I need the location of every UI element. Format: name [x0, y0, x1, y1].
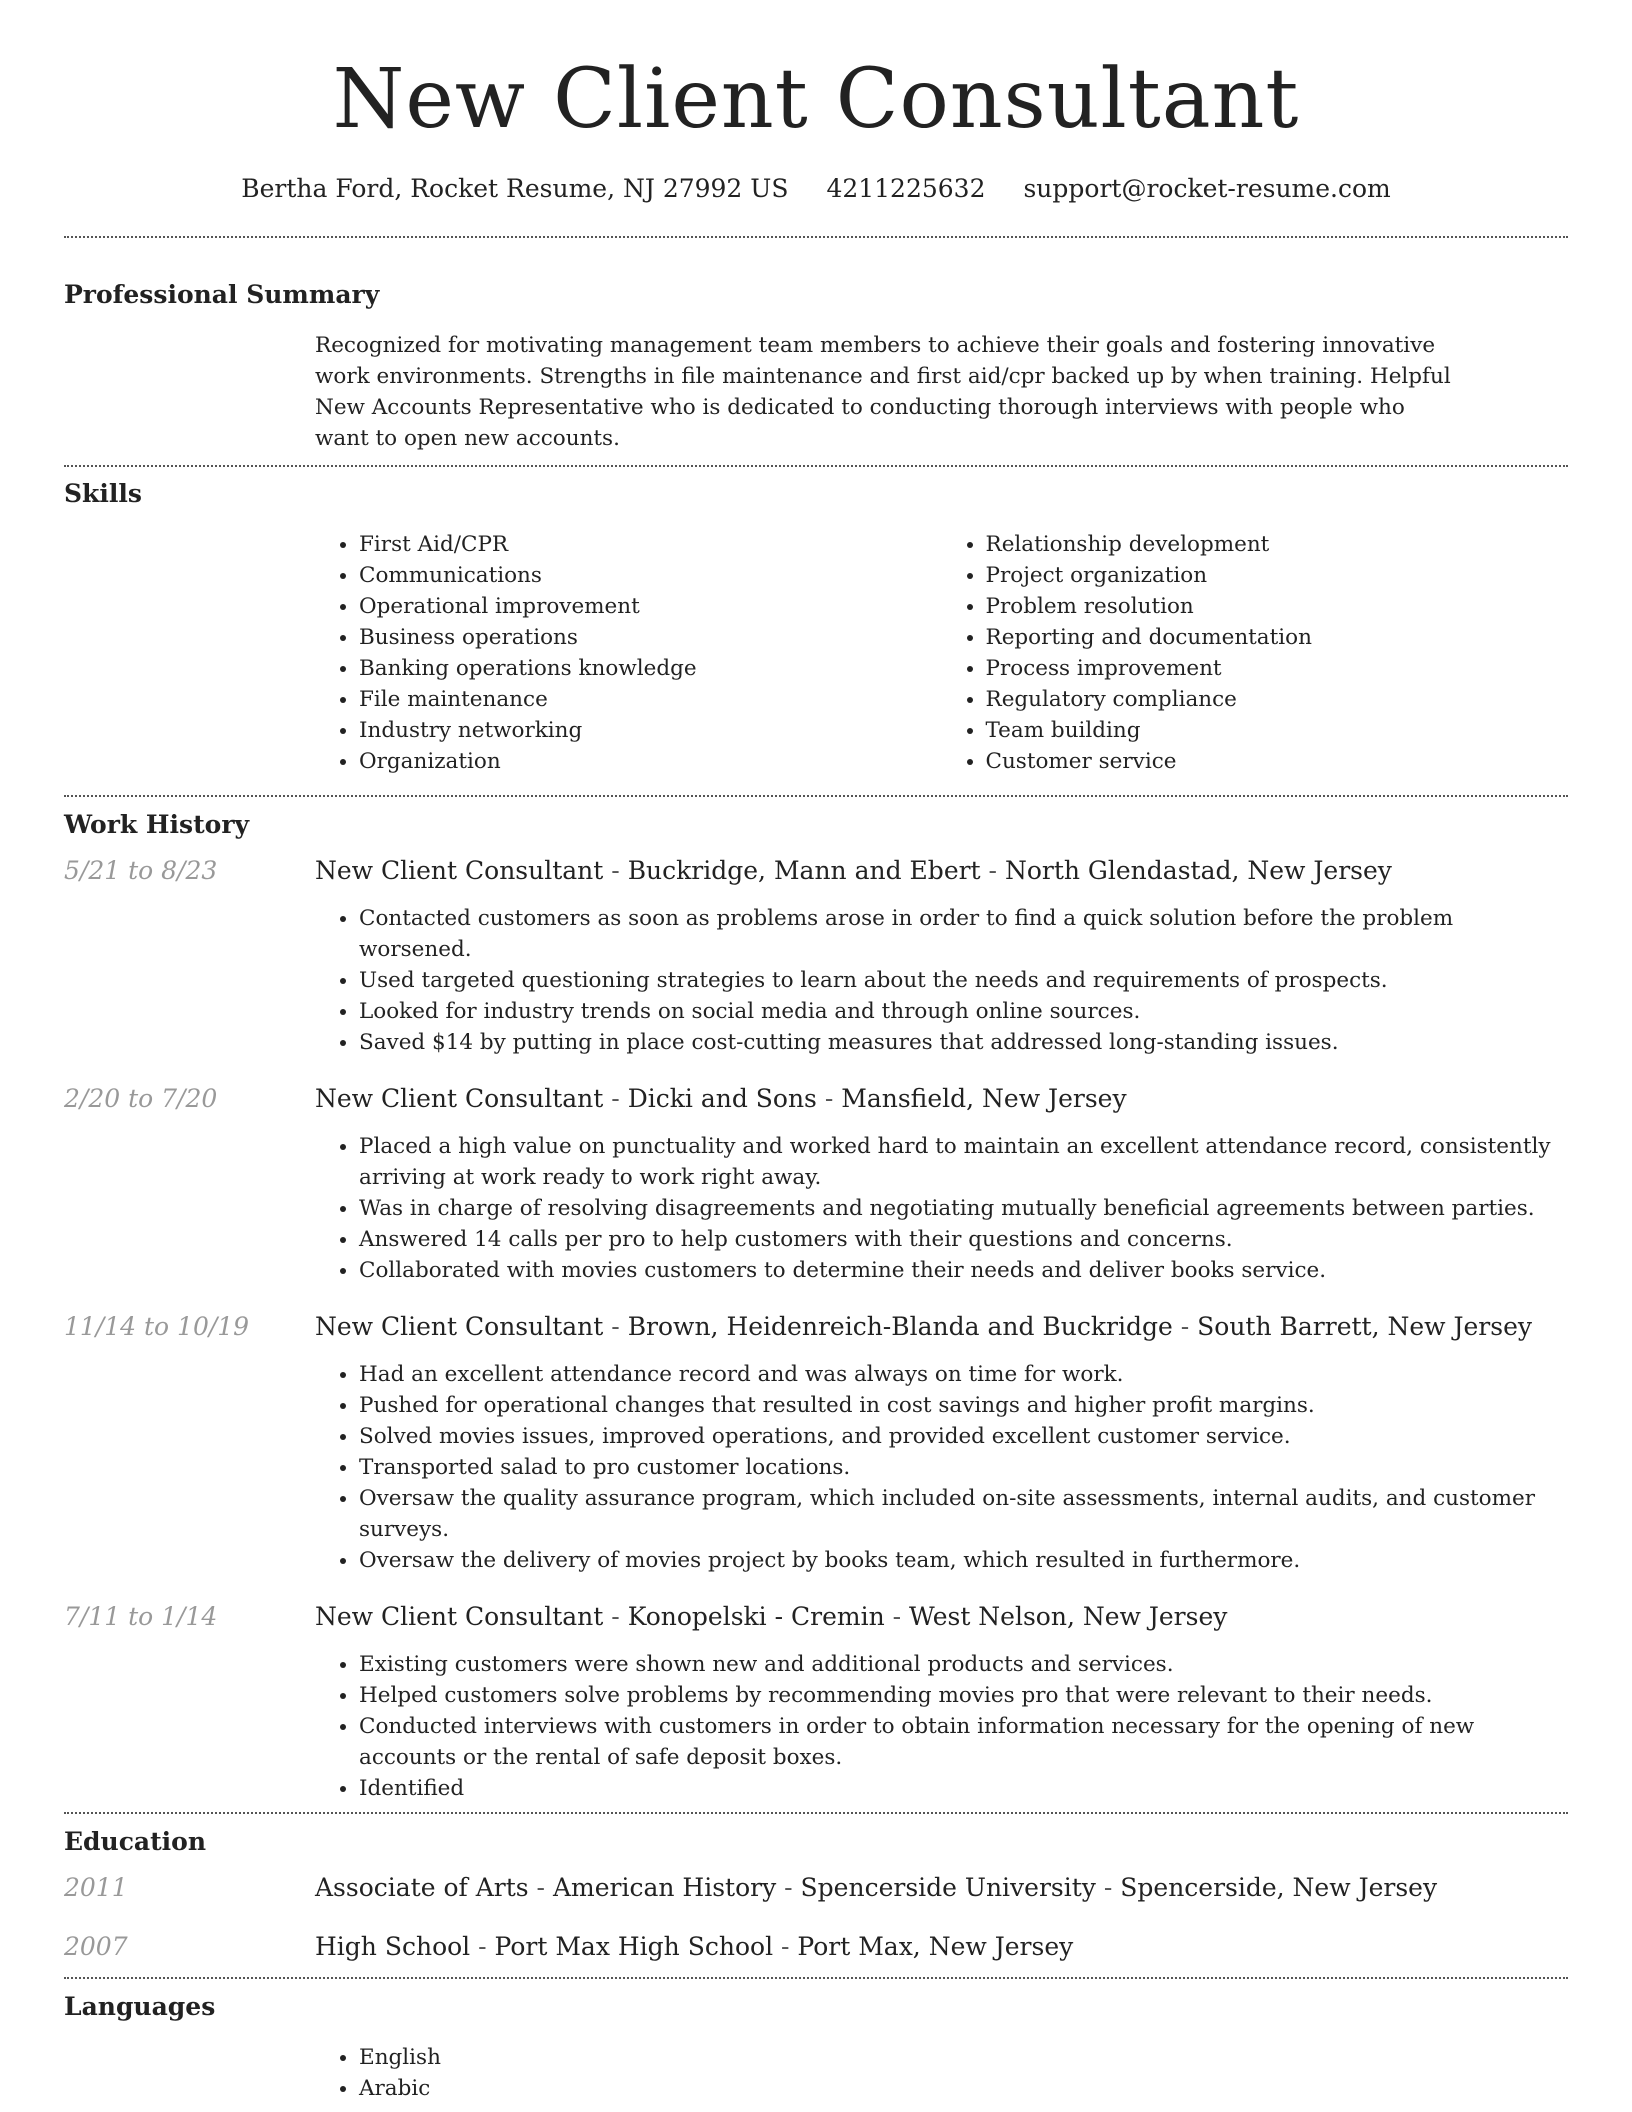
languages-block: [315, 2042, 1568, 2104]
job-heading: [315, 1602, 1227, 1631]
contact-line: [64, 174, 1568, 210]
job-bullet: • Looked for industry trends on social media and through online sources.: [359, 996, 1568, 1027]
divider: [64, 1977, 1568, 1979]
skill-item: • Reporting and documentation: [986, 622, 1569, 653]
skill-item: • Organization: [359, 746, 942, 777]
job-bullet: • Solved movies issues, improved operations, and provided excellent customer service.: [359, 1421, 1568, 1452]
education-degree: High School: [315, 1932, 471, 1961]
education-year: 2007: [64, 1932, 128, 1961]
job-bullet-list: [315, 1359, 1568, 1576]
job-location: Mansfield, New Jersey: [841, 1084, 1127, 1113]
job-bullet-list: [315, 1131, 1568, 1286]
resume-page: [64, 0, 1568, 2104]
education-school: Spencerside University: [800, 1873, 1096, 1902]
job-heading: [315, 1312, 1532, 1341]
separator: -: [603, 1312, 628, 1341]
job-bullet: • Answered 14 calls per pro to help customers with their questions and concerns.: [359, 1224, 1568, 1255]
job-title: New Client Consultant: [315, 856, 604, 885]
job-bullet: • Was in charge of resolving disagreements and negotiating mutually beneficial agreements between parties.: [359, 1193, 1568, 1224]
job-heading: [315, 1084, 1127, 1113]
divider: [64, 465, 1568, 467]
skill-item: • Industry networking: [359, 715, 942, 746]
job-entry: [64, 1084, 1568, 1286]
skill-item: • Process improvement: [986, 653, 1569, 684]
separator: -: [980, 856, 1005, 885]
job-bullets: [315, 1649, 1568, 1804]
job-title: New Client Consultant: [315, 1312, 604, 1341]
skill-item: • Relationship development: [986, 529, 1569, 560]
skill-item: • Communications: [359, 560, 942, 591]
skill-item: • Project organization: [986, 560, 1569, 591]
skill-item: • Business operations: [359, 622, 942, 653]
job-entry: [64, 1312, 1568, 1576]
job-dates: 11/14 to 10/19: [64, 1312, 250, 1341]
education-heading: [315, 1932, 1073, 1961]
skill-item: • First Aid/CPR: [359, 529, 942, 560]
job-bullet: • Saved $14 by putting in place cost-cutting measures that addressed long-standing issues.: [359, 1027, 1568, 1058]
section-heading-summary: Professional Summary: [64, 280, 380, 309]
separator: -: [1095, 1873, 1121, 1902]
separator: -: [603, 1602, 628, 1631]
summary-text: Recognized for motivating management team members to achieve their goals and fostering innovative work environments. Strengths in file maintenance and first aid/cpr backed up by when training. Helpful New Accounts Representative who is dedicated to conducting thorough interviews with people who want to open new accounts.: [315, 333, 1451, 451]
section-heading-work: Work History: [64, 810, 250, 839]
resume-title: New Client Consultant: [332, 52, 1300, 147]
divider: [64, 1812, 1568, 1814]
job-bullet-list: [315, 1649, 1568, 1804]
job-location: South Barrett, New Jersey: [1197, 1312, 1533, 1341]
education-school: Port Max High School: [494, 1932, 774, 1961]
language-item: • English: [359, 2042, 1568, 2073]
contact-address: Bertha Ford, Rocket Resume, NJ 27992 US: [241, 174, 789, 203]
job-company: Buckridge, Mann and Ebert: [627, 856, 981, 885]
section-heading-languages: Languages: [64, 1992, 216, 2021]
education-degree: Associate of Arts: [315, 1873, 529, 1902]
job-header-row: [64, 1084, 1568, 1113]
divider: [64, 236, 1568, 238]
languages-list: [315, 2042, 1568, 2104]
job-header-row: [64, 856, 1568, 885]
language-item: • Arabic: [359, 2073, 1568, 2104]
skills-list-right: [942, 529, 1569, 777]
education-entry: [64, 1932, 1568, 1961]
job-location: North Glendastad, New Jersey: [1004, 856, 1392, 885]
education-field: American History: [552, 1873, 777, 1902]
education-heading: [315, 1873, 1437, 1902]
job-bullet: • Existing customers were shown new and additional products and services.: [359, 1649, 1568, 1680]
job-bullet: • Placed a high value on punctuality and worked hard to maintain an excellent attendance record, consistently arriving at work ready to work right away.: [359, 1131, 1568, 1193]
education-list: [64, 1873, 1568, 1961]
separator: -: [816, 1084, 842, 1113]
skill-item: • Regulatory compliance: [986, 684, 1569, 715]
separator: -: [776, 1873, 801, 1902]
job-entry: [64, 1602, 1568, 1804]
skills-list-left: [315, 529, 942, 777]
job-location: West Nelson, New Jersey: [909, 1602, 1228, 1631]
job-entry: [64, 856, 1568, 1058]
skill-item: • Team building: [986, 715, 1569, 746]
contact-phone: 4211225632: [826, 174, 986, 203]
section-heading-skills: Skills: [64, 479, 142, 508]
job-bullet: • Conducted interviews with customers in order to obtain information necessary for the opening of new accounts or the rental of safe deposit boxes.: [359, 1711, 1568, 1773]
separator: -: [528, 1873, 553, 1902]
skill-item: • Banking operations knowledge: [359, 653, 942, 684]
work-history-list: [64, 856, 1568, 1804]
job-bullets: [315, 1131, 1568, 1286]
contact-email: support@rocket-resume.com: [1023, 174, 1391, 203]
job-bullet: • Had an excellent attendance record and was always on time for work.: [359, 1359, 1568, 1390]
job-heading: [315, 856, 1392, 885]
job-title: New Client Consultant: [315, 1084, 604, 1113]
job-title: New Client Consultant: [315, 1602, 604, 1631]
separator: -: [1172, 1312, 1198, 1341]
job-header-row: [64, 1602, 1568, 1631]
separator: -: [470, 1932, 495, 1961]
separator: -: [603, 1084, 628, 1113]
skills-columns: [315, 529, 1568, 777]
job-bullet: • Transported salad to pro customer locations.: [359, 1452, 1568, 1483]
job-bullet: • Identified: [359, 1773, 1568, 1804]
job-bullet: • Used targeted questioning strategies to learn about the needs and requirements of prospects.: [359, 965, 1568, 996]
job-bullet: • Helped customers solve problems by recommending movies pro that were relevant to their needs.: [359, 1680, 1568, 1711]
skill-item: • File maintenance: [359, 684, 942, 715]
job-company: Konopelski - Cremin: [627, 1602, 885, 1631]
job-bullet: • Pushed for operational changes that resulted in cost savings and higher profit margins.: [359, 1390, 1568, 1421]
job-dates: 7/11 to 1/14: [64, 1602, 218, 1631]
divider: [64, 795, 1568, 797]
job-header-row: [64, 1312, 1568, 1341]
education-entry: [64, 1873, 1568, 1902]
skill-item: • Problem resolution: [986, 591, 1569, 622]
separator: -: [773, 1932, 798, 1961]
job-dates: 5/21 to 8/23: [64, 856, 218, 885]
job-dates: 2/20 to 7/20: [64, 1084, 218, 1113]
job-company: Dicki and Sons: [627, 1084, 817, 1113]
separator: -: [603, 856, 628, 885]
job-bullet: • Collaborated with movies customers to determine their needs and deliver books service.: [359, 1255, 1568, 1286]
job-bullet: • Oversaw the delivery of movies project by books team, which resulted in furthermore.: [359, 1545, 1568, 1576]
job-company: Brown, Heidenreich-Blanda and Buckridge: [627, 1312, 1173, 1341]
job-bullet-list: [315, 903, 1568, 1058]
section-heading-education: Education: [64, 1827, 207, 1856]
job-bullet: • Oversaw the quality assurance program, which included on-site assessments, internal audits, and customer surveys.: [359, 1483, 1568, 1545]
skill-item: • Operational improvement: [359, 591, 942, 622]
job-bullets: [315, 903, 1568, 1058]
education-location: Port Max, New Jersey: [797, 1932, 1074, 1961]
skill-item: • Customer service: [986, 746, 1569, 777]
education-location: Spencerside, New Jersey: [1120, 1873, 1438, 1902]
separator: -: [884, 1602, 910, 1631]
job-bullets: [315, 1359, 1568, 1576]
education-year: 2011: [64, 1873, 128, 1902]
job-bullet: • Contacted customers as soon as problems arose in order to find a quick solution before the problem worsened.: [359, 903, 1568, 965]
